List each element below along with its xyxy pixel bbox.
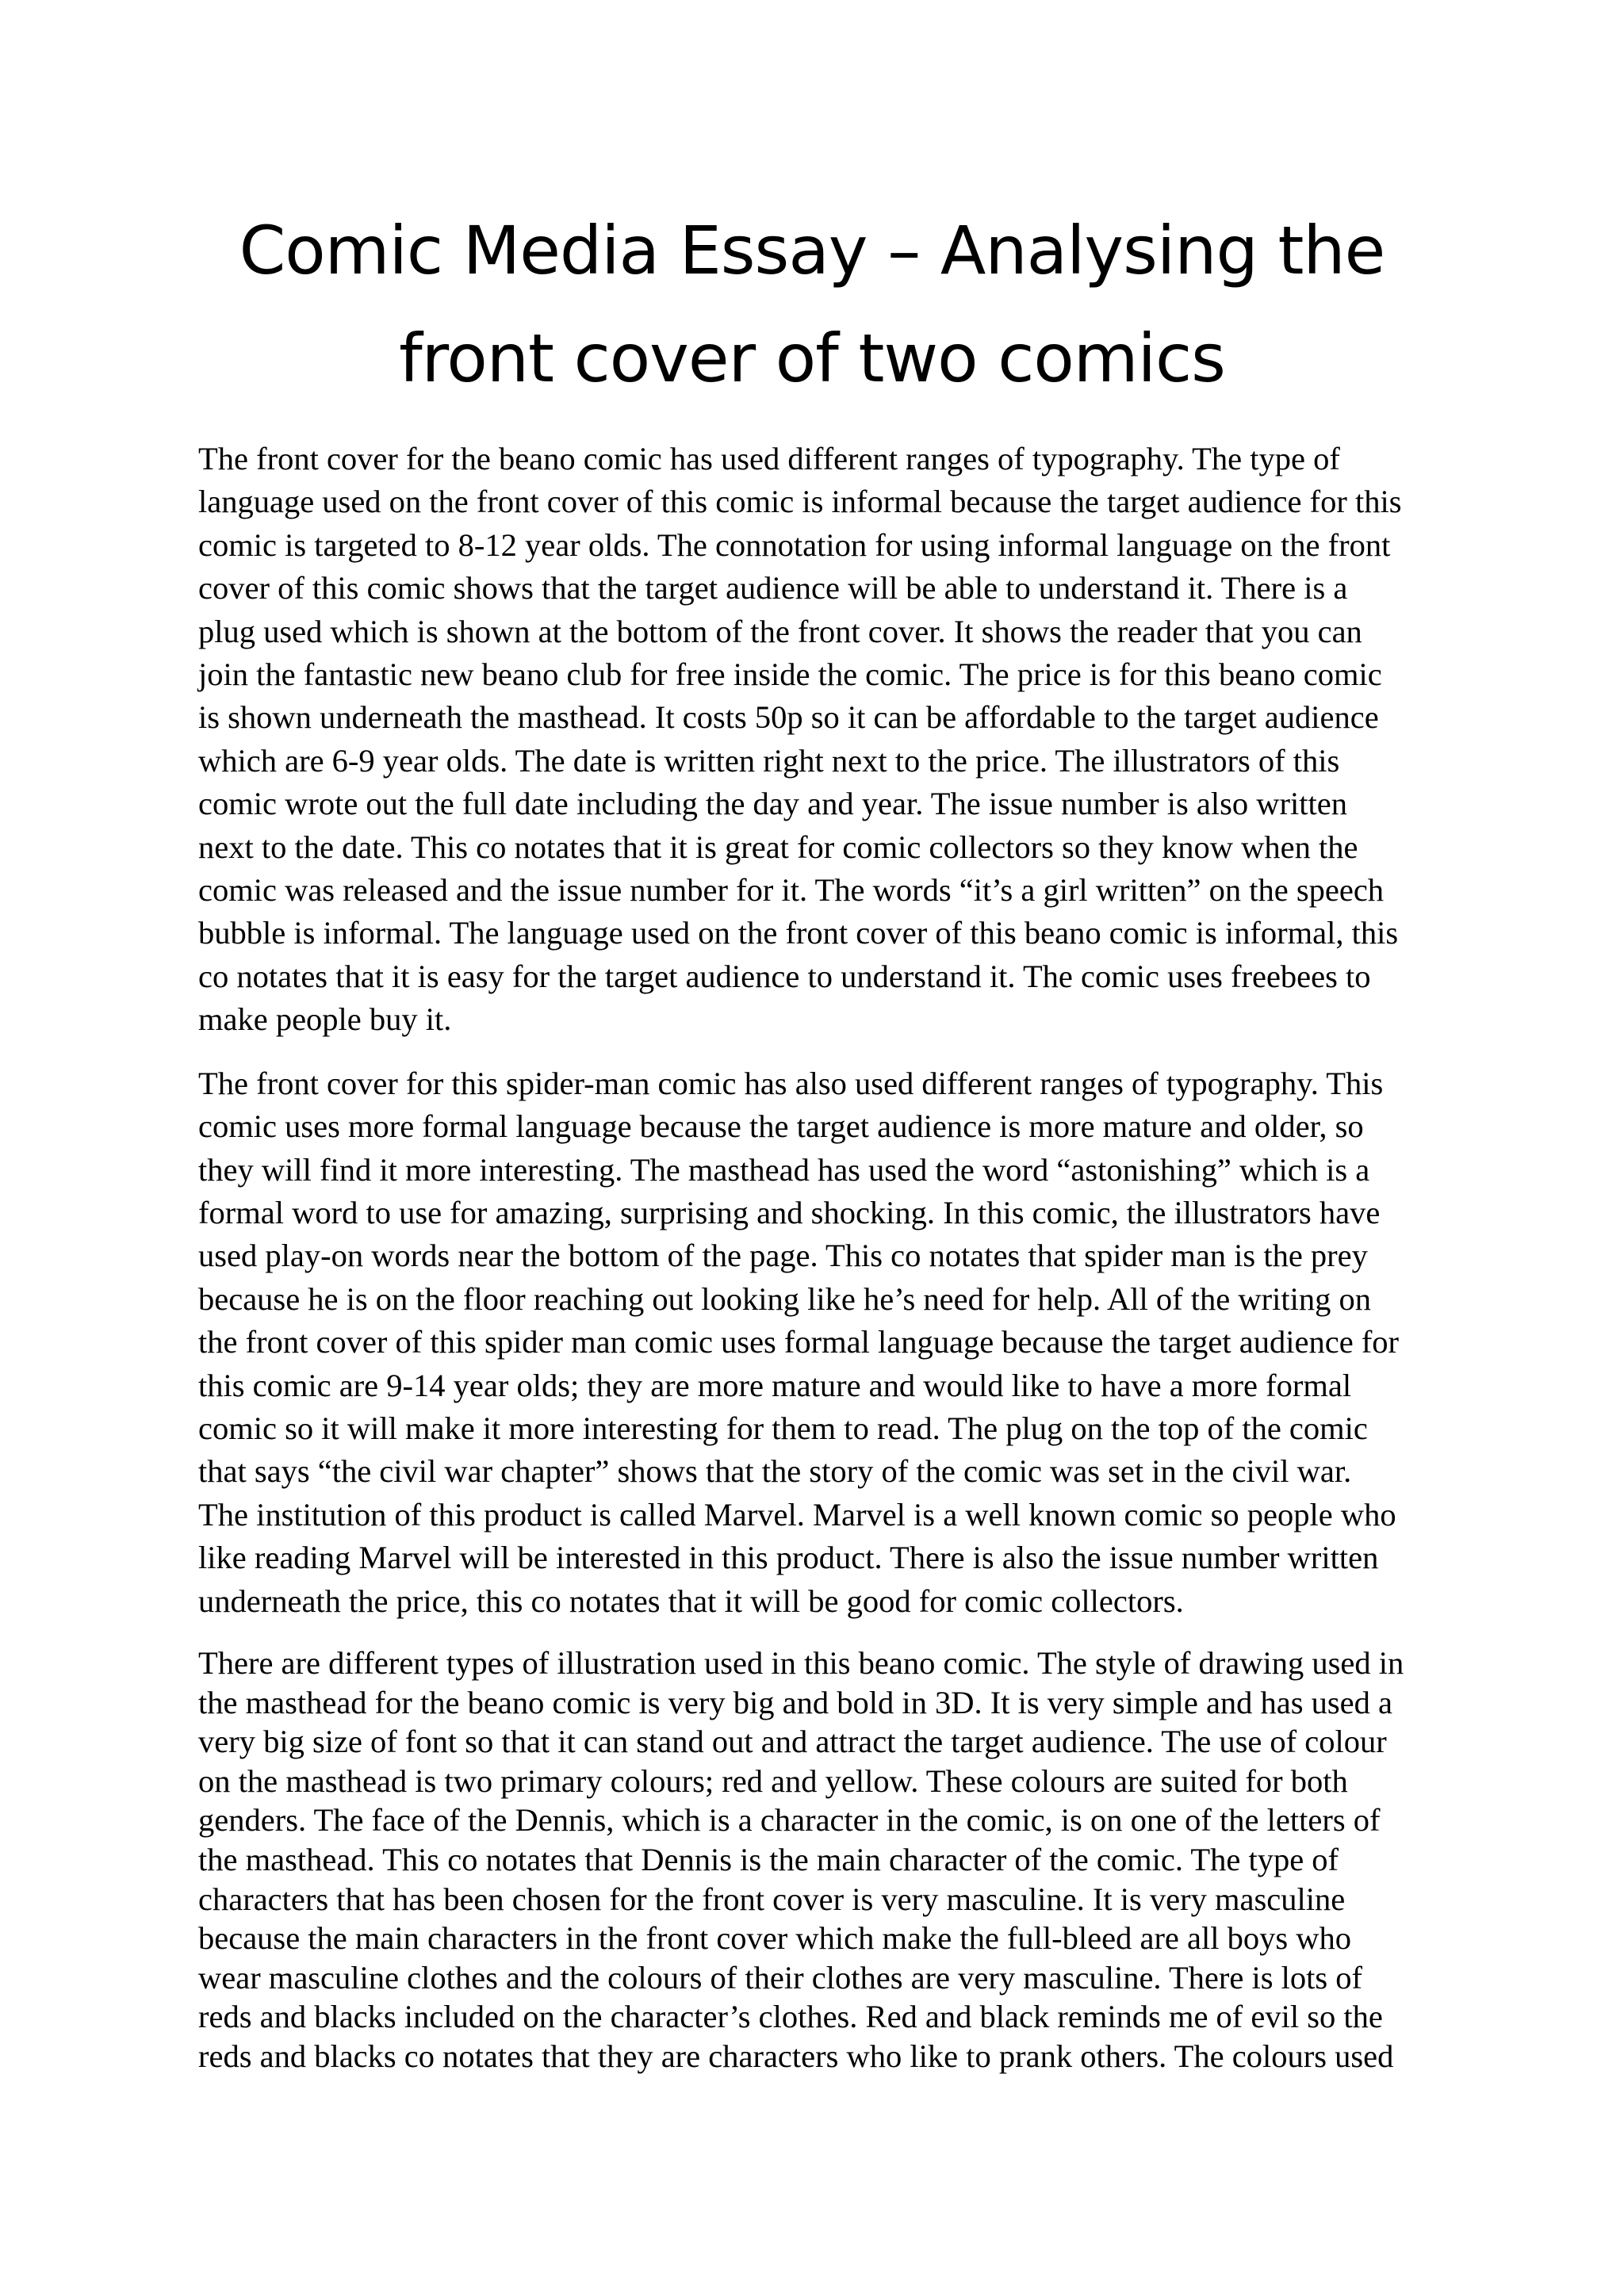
text-line: like reading Marvel will be interested in this product. There is also the issue number written (198, 1540, 1379, 1576)
text-line: join the fantastic new beano club for free inside the comic. The price is for this beano comic (198, 656, 1382, 693)
text-line: this comic are 9-14 year olds; they are more mature and would like to have a more formal (198, 1367, 1352, 1403)
text-line: comic was released and the issue number for it. The words “it’s a girl written” on the speech (198, 872, 1385, 909)
text-line: The front cover for this spider-man comic has also used different ranges of typography. This (198, 1065, 1384, 1101)
text-line: comic so it will make it more interesting for them to read. The plug on the top of the comic (198, 1410, 1368, 1446)
text-line: is shown underneath the masthead. It costs 50p so it can be affordable to the target audience (198, 699, 1379, 736)
text-line: make people buy it. (198, 1001, 452, 1038)
text-line: on the masthead is two primary colours; red and yellow. These colours are suited for both (198, 1762, 1348, 1799)
title-line: front cover of two comics (399, 320, 1225, 397)
essay-body (198, 438, 1435, 2097)
paragraph-beano-typography (198, 438, 1435, 1042)
text-line: which are 6-9 year olds. The date is written right next to the price. The illustrators of this (198, 742, 1340, 779)
title-line: Comic Media Essay – Analysing the (239, 212, 1385, 289)
text-line: co notates that it is easy for the target audience to understand it. The comic uses freebees to (198, 958, 1371, 994)
text-line: they will find it more interesting. The masthead has used the word “astonishing” which is a (198, 1151, 1370, 1188)
text-line: the masthead for the beano comic is very big and bold in 3D. It is very simple and has used a (198, 1684, 1392, 1720)
text-line: The front cover for the beano comic has used different ranges of typography. The type of (198, 441, 1340, 476)
text-line: very big size of font so that it can stand out and attract the target audience. The use of colour (198, 1724, 1387, 1760)
text-line: that says “the civil war chapter” shows that the story of the comic was set in the civil war. (198, 1453, 1352, 1490)
text-line: because the main characters in the front cover which make the full-bleed are all boys who (198, 1920, 1352, 1957)
text-line: language used on the front cover of this comic is informal because the target audience for this (198, 484, 1402, 520)
text-line: plug used which is shown at the bottom of the front cover. It shows the reader that you can (198, 613, 1362, 649)
text-line: genders. The face of the Dennis, which is a character in the comic, is on one of the letters of (198, 1802, 1381, 1839)
text-line: underneath the price, this co notates that it will be good for comic collectors. (198, 1582, 1184, 1619)
text-line: bubble is informal. The language used on the front cover of this beano comic is informal, this (198, 915, 1399, 951)
text-line: There are different types of illustration used in this beano comic. The style of drawing used in (198, 1644, 1404, 1681)
text-line: the front cover of this spider man comic uses formal language because the target audience for (198, 1324, 1400, 1360)
text-line: reds and blacks co notates that they are characters who like to prank others. The colours used (198, 2038, 1394, 2074)
paragraph-spiderman-typography (198, 1062, 1435, 1623)
text-line: formal word to use for amazing, surprising and shocking. In this comic, the illustrators have (198, 1194, 1381, 1230)
text-line: the masthead. This co notates that Dennis is the main character of the comic. The type of (198, 1841, 1339, 1877)
text-line: characters that has been chosen for the front cover is very masculine. It is very masculine (198, 1881, 1346, 1917)
text-line: cover of this comic shows that the target audience will be able to understand it. There is a (198, 570, 1348, 607)
text-line: comic uses more formal language because the target audience is more mature and older, so (198, 1108, 1364, 1145)
text-line: comic is targeted to 8-12 year olds. The connotation for using informal language on the front (198, 526, 1391, 563)
text-line: reds and blacks included on the character’s clothes. Red and black reminds me of evil so the (198, 1999, 1383, 2035)
essay-title (159, 197, 1465, 412)
paragraph-beano-illustration (198, 1644, 1435, 2076)
text-line: next to the date. This co notates that it is great for comic collectors so they know when the (198, 828, 1358, 865)
text-line: The institution of this product is called Marvel. Marvel is a well known comic so people who (198, 1496, 1396, 1533)
text-line: comic wrote out the full date including the day and year. The issue number is also written (198, 786, 1348, 822)
text-line: because he is on the floor reaching out looking like he’s need for help. All of the writing on (198, 1280, 1372, 1317)
text-line: wear masculine clothes and the colours of their clothes are very masculine. There is lots of (198, 1959, 1363, 1996)
text-line: used play-on words near the bottom of the page. This co notates that spider man is the prey (198, 1238, 1368, 1274)
